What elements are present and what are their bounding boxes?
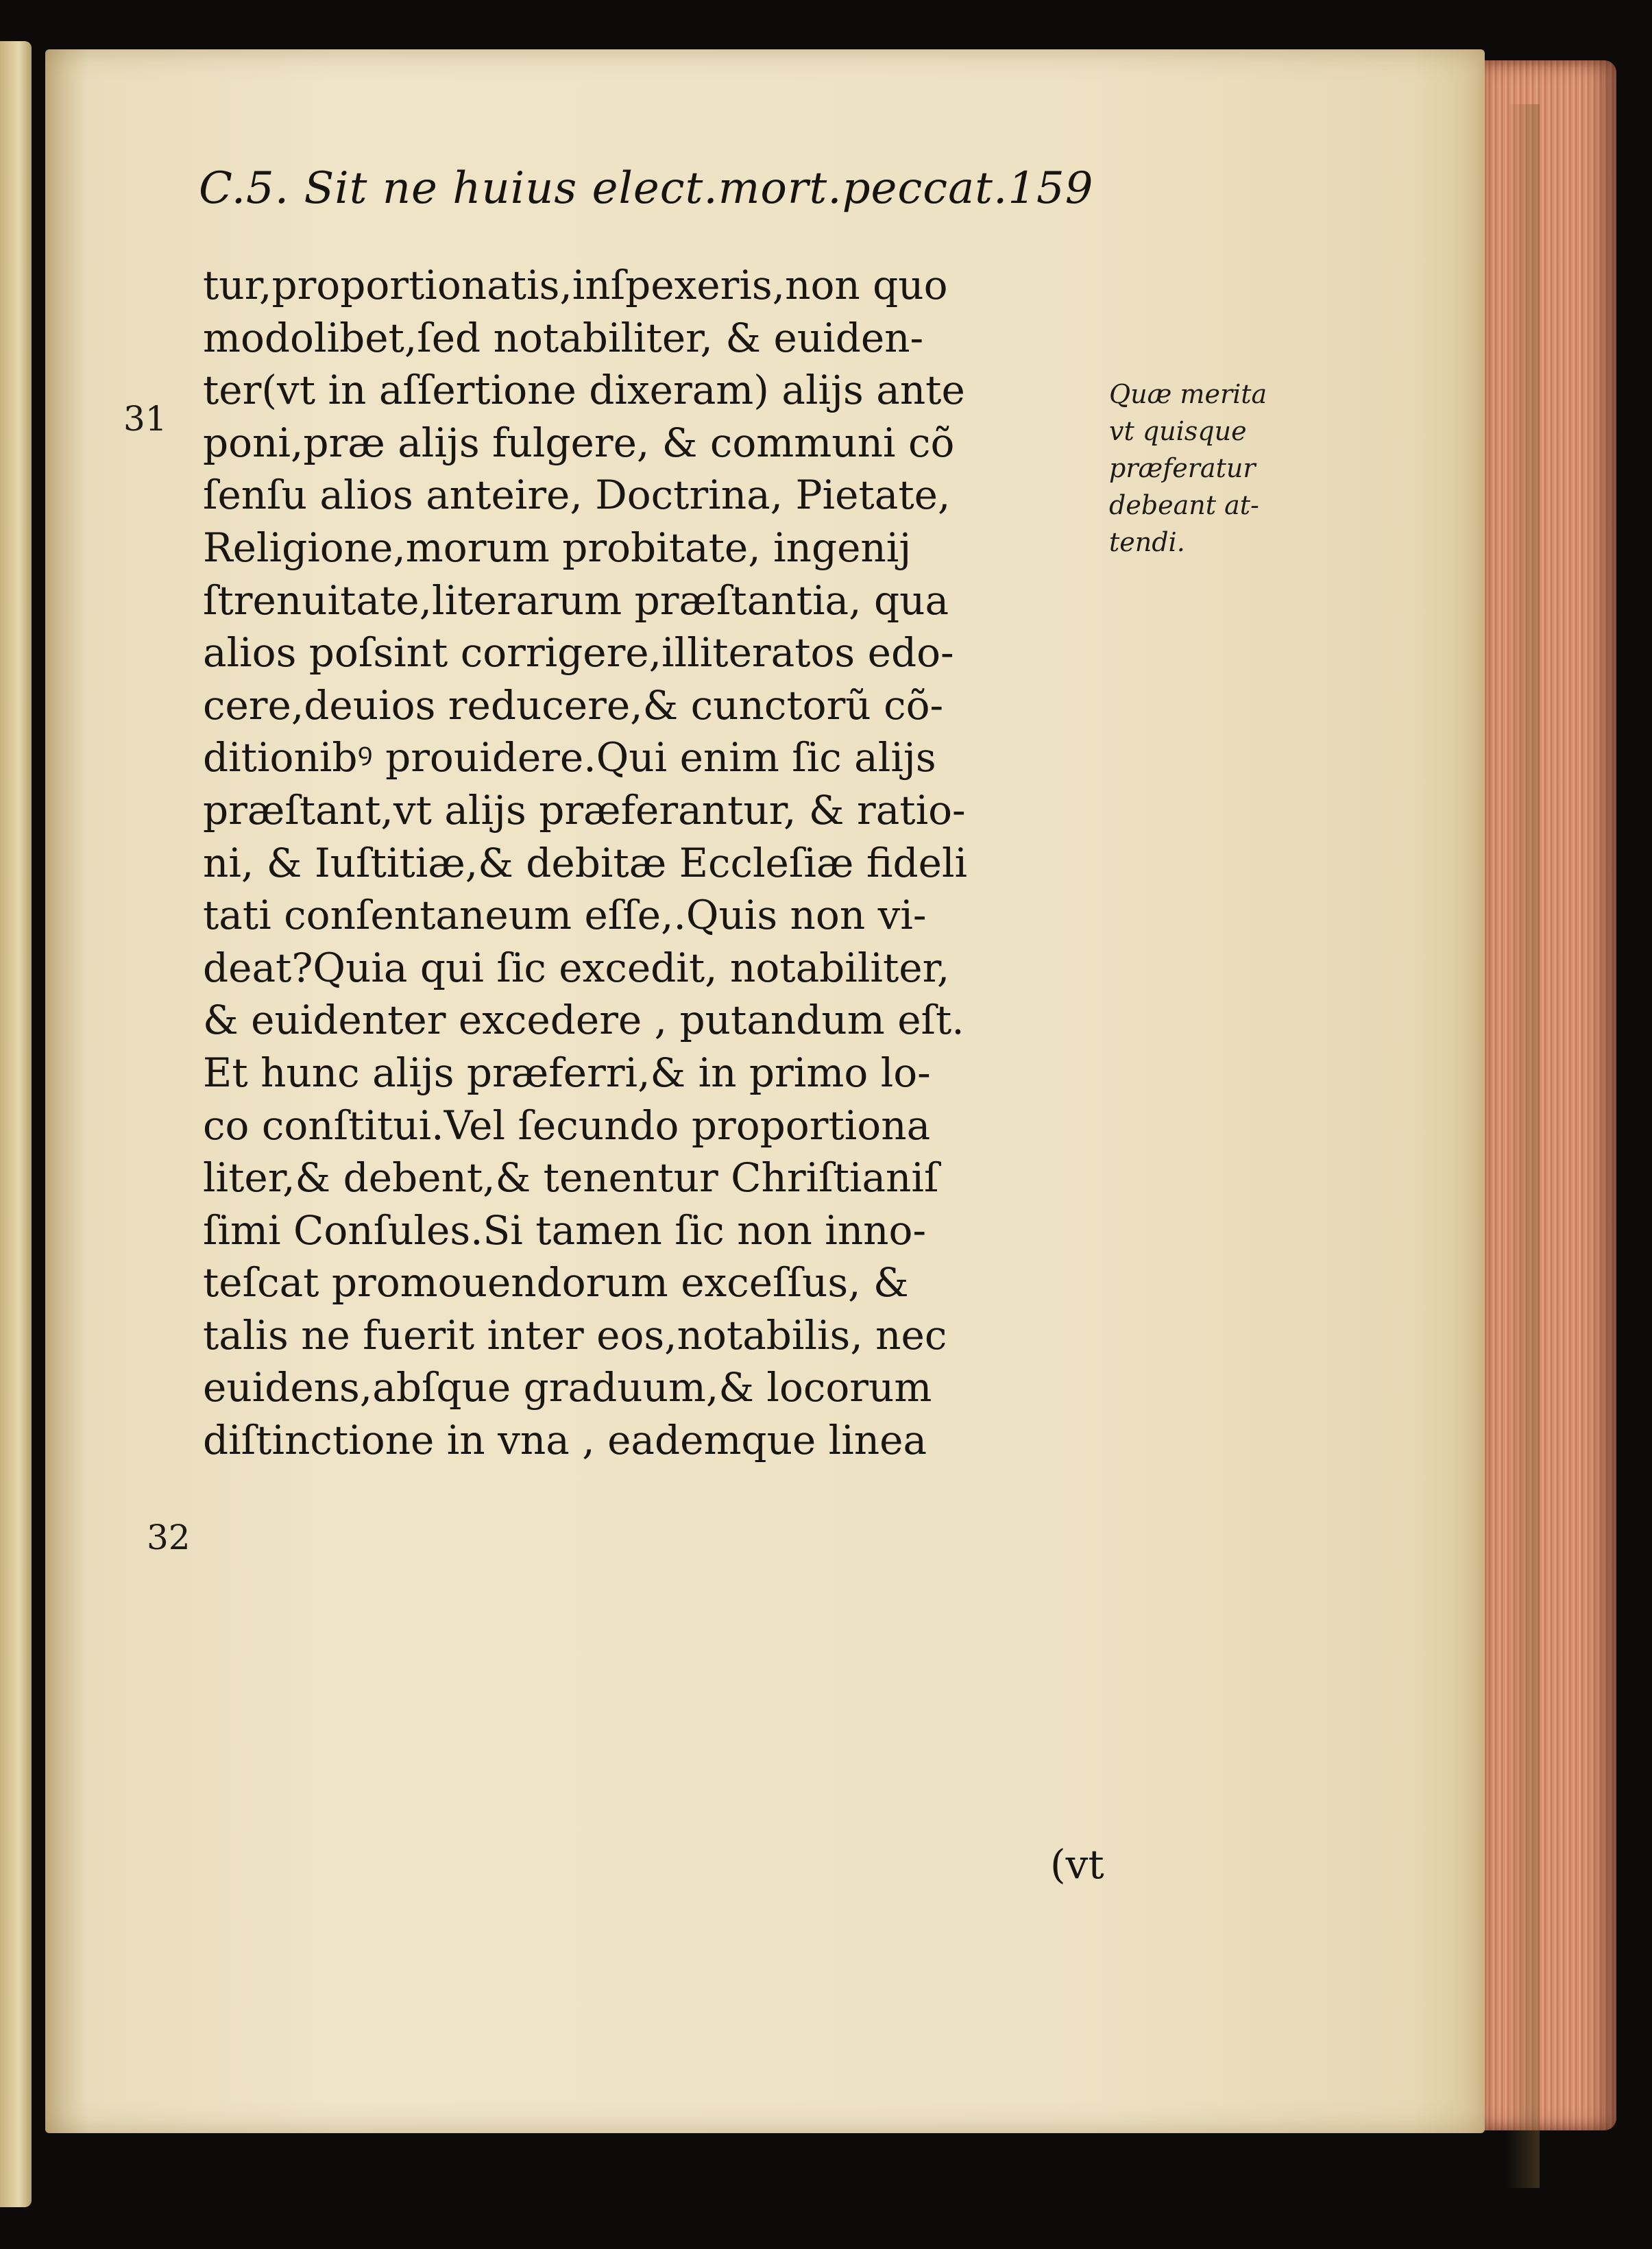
- text-line: cere,deuios reducere,& cunctorũ cõ-: [203, 681, 944, 729]
- text-line: diſtinctione in vna , eademque linea: [203, 1417, 927, 1464]
- line-number-31: 31: [123, 399, 167, 439]
- page-edges: [1479, 60, 1616, 2130]
- text-line: ditionibꝰ prouidere.Qui enim ſic alijs: [203, 734, 936, 781]
- previous-page-edge: [0, 41, 32, 2207]
- line-number-32: 32: [147, 1518, 191, 1557]
- margin-note: [1109, 376, 1335, 561]
- text-line: poni,præ alijs fulgere, & communi cõ: [203, 419, 955, 466]
- text-line: ni, & Iuſtitiæ,& debitæ Eccleſiæ fideli: [203, 839, 968, 886]
- catchword: (vt: [1050, 1841, 1104, 1888]
- text-line: tati conſentaneum eſſe,.Quis non vi-: [203, 892, 927, 939]
- text-line: ſtrenuitate,literarum præſtantia, qua: [203, 576, 949, 624]
- margin-note-line: tendi.: [1109, 527, 1185, 557]
- text-line: ter(vt in aſſertione dixeram) alijs ante: [203, 367, 965, 414]
- margin-note-line: præferatur: [1109, 453, 1256, 483]
- text-line: talis ne fuerit inter eos,notabilis, nec: [203, 1311, 947, 1359]
- margin-note-line: vt quisque: [1109, 416, 1247, 446]
- text-line: liter,& debent,& tenentur Chriſtianiſ: [203, 1154, 939, 1202]
- text-line: præſtant,vt alijs præferantur, & ratio-: [203, 786, 966, 834]
- text-line: ſenſu alios anteire, Doctrina, Pietate,: [203, 472, 951, 519]
- text-line: tur,proportionatis,inſpexeris,non quo: [203, 262, 948, 308]
- text-line: deat?Quia qui ſic excedit, notabiliter,: [203, 944, 950, 991]
- page-gutter-shadow: [1505, 104, 1540, 2188]
- text-line: & euidenter excedere , putandum eſt.: [203, 997, 964, 1044]
- text-line: co conſtitui.Vel ſecundo proportiona: [203, 1102, 931, 1149]
- margin-note-line: debeant at-: [1109, 490, 1259, 520]
- text-line: alios poſsint corrigere,illiteratos edo-: [203, 629, 954, 677]
- margin-note-line: Quæ merita: [1109, 379, 1267, 409]
- text-line: Et hunc alijs præferri,& in primo lo-: [203, 1049, 931, 1096]
- text-line: modolibet,ſed notabiliter, & euiden-: [203, 314, 924, 361]
- text-line: euidens,abſque graduum,& locorum: [203, 1364, 932, 1411]
- text-line: teſcat promouendorum exceſſus, &: [203, 1259, 909, 1306]
- text-line: ſimi Conſules.Si tamen ſic non inno-: [203, 1206, 927, 1254]
- text-line: Religione,morum probitate, ingenij: [203, 524, 912, 571]
- body-text: [203, 259, 1115, 1467]
- running-header: C.5. Sit ne huius elect.mort.peccat.159: [199, 163, 1094, 214]
